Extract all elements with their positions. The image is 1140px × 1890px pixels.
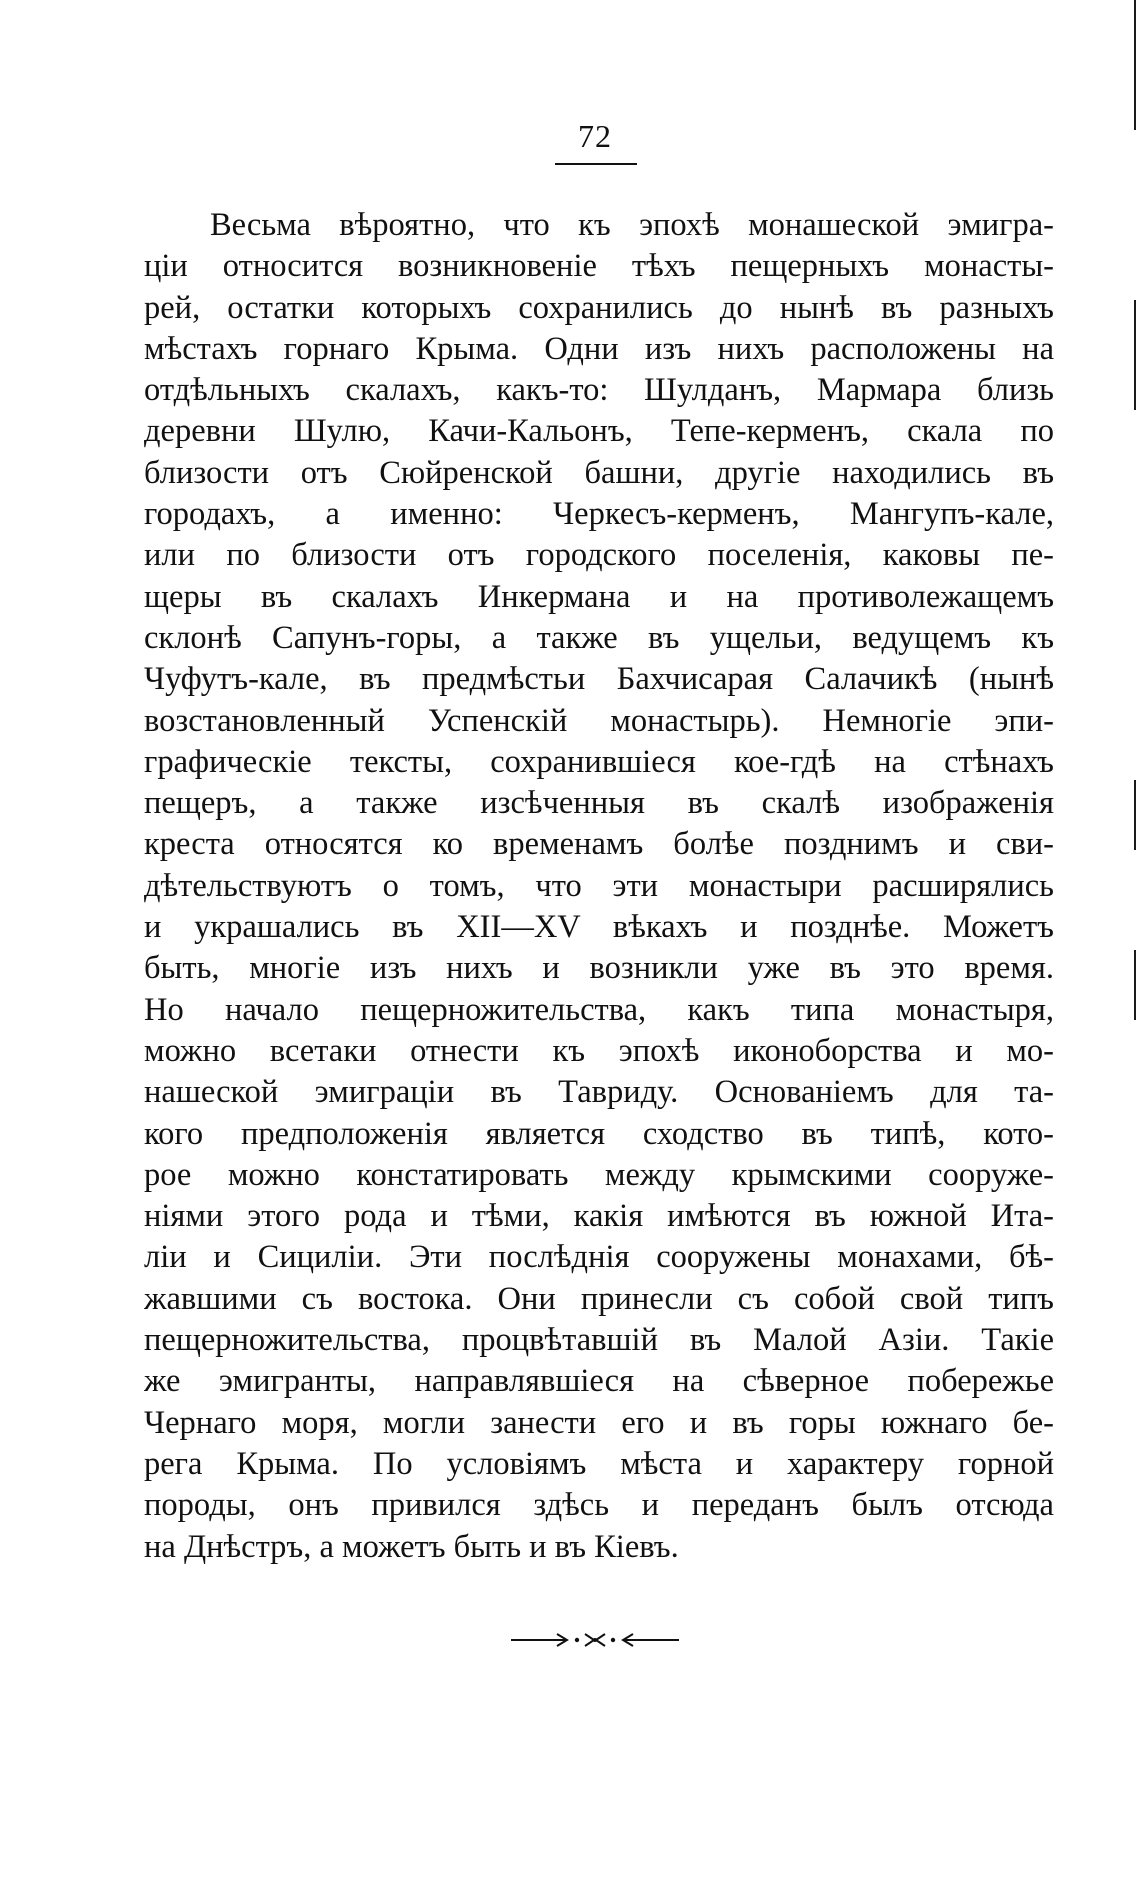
text-line: деревни Шулю, Качи-Кальонъ, Тепе-керменъ, скала по (144, 413, 1054, 450)
text-line: Но начало пещерножительства, какъ типа монастыря, (144, 991, 1054, 1028)
text-line: рей, остатки которыхъ сохранились до нынѣ въ разныхъ (144, 289, 1054, 326)
text-line: щеры въ скалахъ Инкермана и на противолежащемъ (144, 578, 1054, 615)
page-number-underline (555, 163, 637, 165)
text-line: же эмигранты, направлявшіеся на сѣверное побережье (144, 1363, 1054, 1400)
text-line: Чуфутъ-кале, въ предмѣстьи Бахчисарая Салачикѣ (нынѣ (144, 661, 1054, 698)
text-line: можно всетаки отнести къ эпохѣ иконоборства и мо- (144, 1032, 1054, 1069)
text-line: возстановленный Успенскій монастырь). Немногіе эпи- (144, 702, 1054, 739)
text-line: рега Крыма. По условіямъ мѣста и характеру горной (144, 1445, 1054, 1482)
text-line: пещерножительства, процвѣтавшій въ Малой Азіи. Такіе (144, 1322, 1054, 1359)
text-line: пещеръ, а также изсѣченныя въ скалѣ изображенія (144, 785, 1054, 822)
text-line: креста относятся ко временамъ болѣе позднимъ и сви- (144, 826, 1054, 863)
scan-edge-line (1134, 950, 1136, 1020)
text-line: городахъ, а именно: Черкесъ-керменъ, Мангупъ-кале, (144, 496, 1054, 533)
arrow-ornament-icon (505, 1630, 685, 1650)
page-number: 72 (578, 118, 612, 154)
text-line: породы, онъ привился здѣсь и переданъ былъ отсюда (144, 1487, 1054, 1524)
text-line: или по близости отъ городского поселенія, каковы пе- (144, 537, 1054, 574)
scan-edge-line (1134, 780, 1136, 850)
text-line: графическіе тексты, сохранившіеся кое-гдѣ на стѣнахъ (144, 743, 1054, 780)
text-line: близости отъ Сюйренской башни, другіе находились въ (144, 454, 1054, 491)
text-line: жавшими съ востока. Они принесли съ собой свой типъ (144, 1280, 1054, 1317)
text-line: склонѣ Сапунъ-горы, а также въ ущельи, ведущемъ къ (144, 619, 1054, 656)
text-line: на Днѣстръ, а можетъ быть и въ Кіевъ. (144, 1528, 679, 1565)
text-line: ніями этого рода и тѣми, какія имѣются въ южной Ита- (144, 1198, 1054, 1235)
text-line: быть, многіе изъ нихъ и возникли уже въ это время. (144, 950, 1054, 987)
text-line: кого предположенія является сходство въ типѣ, кото- (144, 1115, 1054, 1152)
scan-edge-line (1134, 0, 1136, 130)
text-line: отдѣльныхъ скалахъ, какъ-то: Шулданъ, Мармара близь (144, 372, 1054, 409)
text-line: рое можно констатировать между крымскими сооруже- (144, 1156, 1054, 1193)
main-text (144, 205, 1054, 1568)
scan-edge-line (1134, 300, 1136, 410)
text-line: Весьма вѣроятно, что къ эпохѣ монашеской эмигра- (210, 207, 1054, 243)
text-line: дѣтельствуютъ о томъ, что эти монастыри расширялись (144, 867, 1054, 904)
text-line: ціи относится возникновеніе тѣхъ пещерныхъ монасты- (144, 248, 1054, 285)
text-line: нашеской эмиграціи въ Тавриду. Основаніемъ для та- (144, 1074, 1054, 1111)
text-line: Чернаго моря, могли занести его и въ горы южнаго бе- (144, 1404, 1054, 1441)
text-line: ліи и Сициліи. Эти послѣднія сооружены монахами, бѣ- (144, 1239, 1054, 1276)
text-line: и украшались въ XII—XV вѣкахъ и позднѣе. Можетъ (144, 909, 1054, 946)
text-line: мѣстахъ горнаго Крыма. Одни изъ нихъ расположены на (144, 330, 1054, 367)
